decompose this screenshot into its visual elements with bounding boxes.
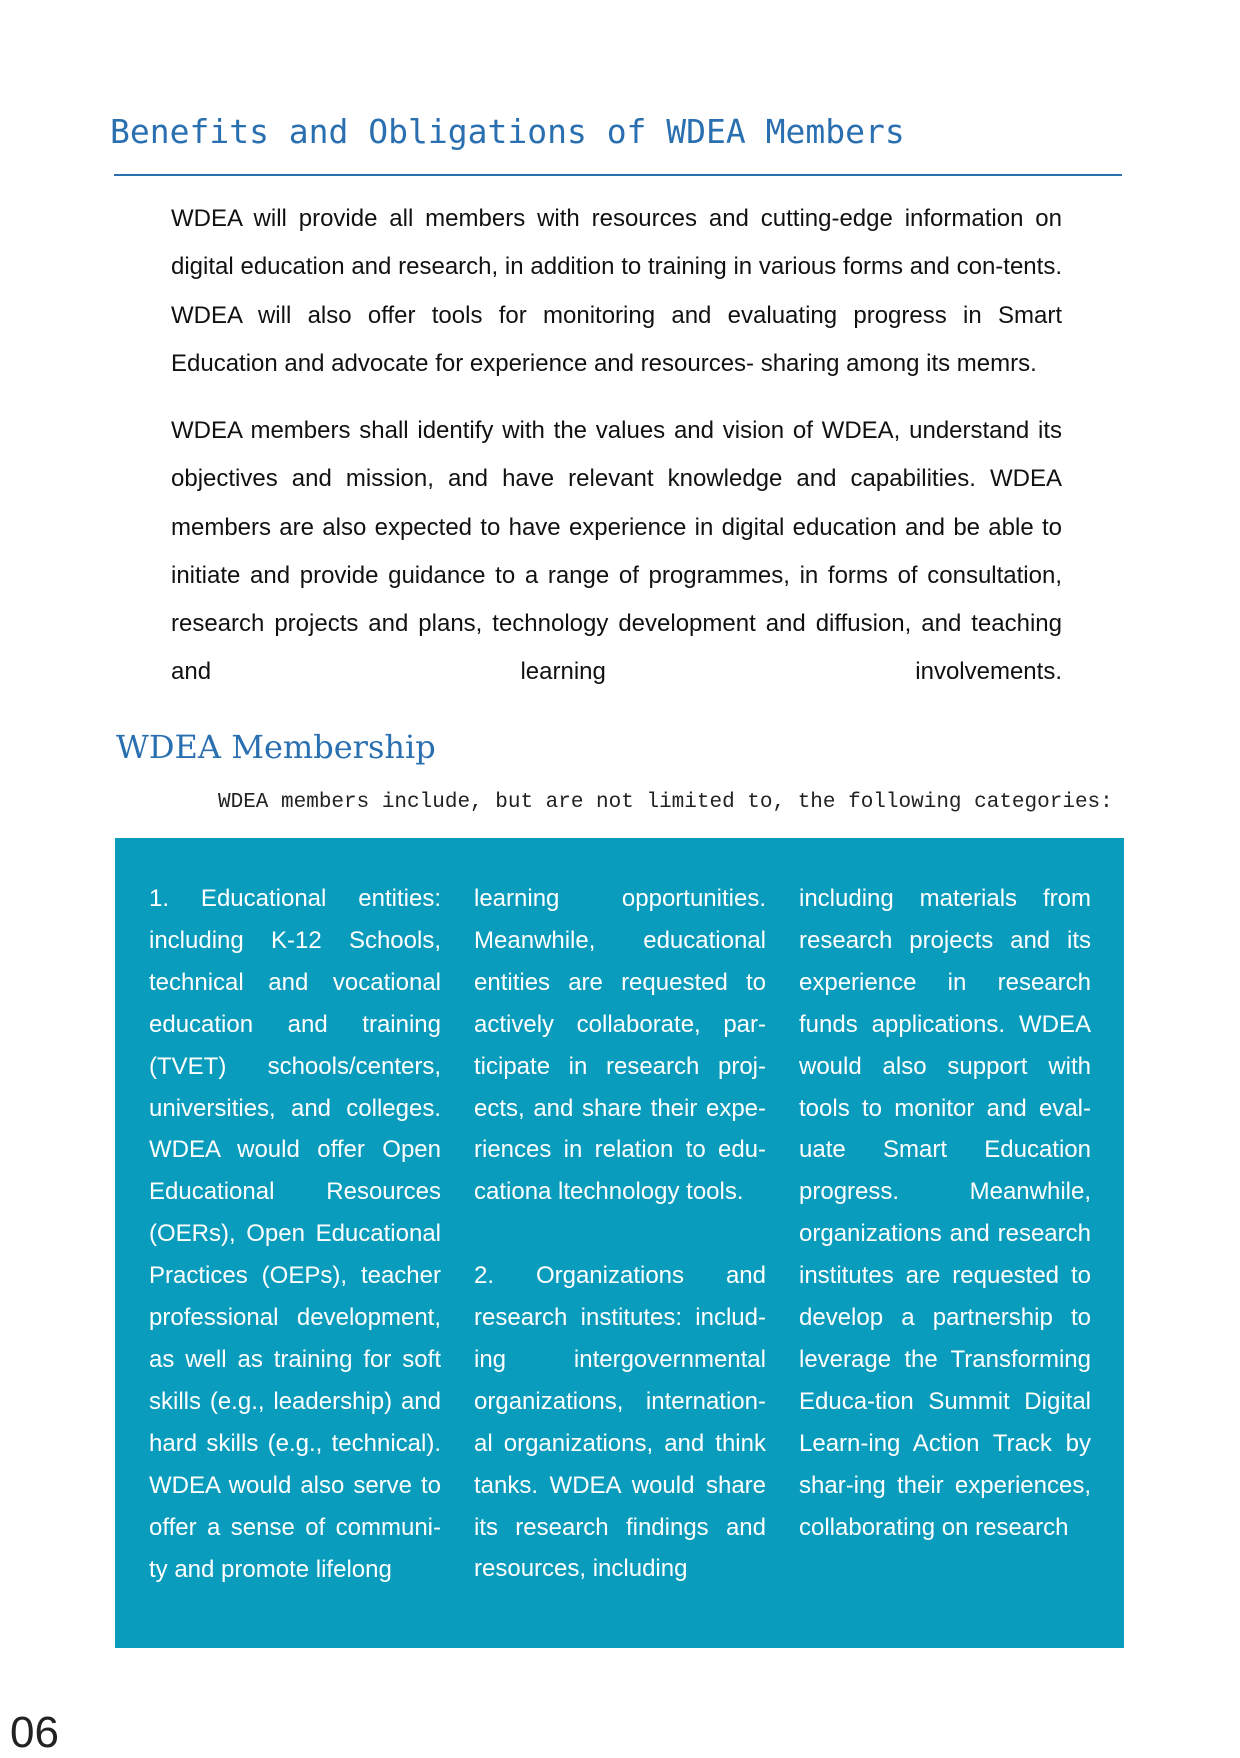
obligations-paragraph-2: WDEA members shall identify with the values and vision of WDEA, understand its objectives and mission, and have relevant knowledge and capabilities. WDEA members are also expected to have experience in digital education and be able to initiate and provide guidance to a range of programmes, in forms of consultation, research projects and plans, technology development and diffusion, and teaching and learning involvements. bbox=[171, 417, 1062, 686]
benefits-paragraph-1: WDEA will provide all members with resources and cutting-edge information on digital education and research, in addition to training in various forms and con-tents. WDEA will also offer tools for monitoring and evaluating progress in Smart Education and advocate for experience and resources- sharing among its memrs. bbox=[171, 205, 1062, 377]
membership-intro: WDEA members include, but are not limited to, the following categories: bbox=[218, 791, 1113, 814]
section-title-benefits: Benefits and Obligations of WDEA Members bbox=[110, 112, 905, 151]
page-number: 06 bbox=[10, 1708, 59, 1757]
category-column-3 bbox=[799, 878, 1091, 1549]
section-title-membership: WDEA Membership bbox=[116, 728, 436, 766]
category-text-organizations: 2. Organizations and research institutes: includ-ing intergovernmental organizations, internation-al organizations, and think tanks. WDEA would share its research findings and resources, including bbox=[474, 1262, 766, 1583]
paragraph-gap bbox=[474, 1213, 766, 1255]
category-column-2 bbox=[474, 878, 766, 1590]
membership-categories-box bbox=[115, 838, 1124, 1648]
category-text-educational-entities: 1. Educational entities: including K-12 Schools, technical and vocational education and training (TVET) schools/centers, universities, and colleges. WDEA would offer Open Educational Resources (OERs), Open Educational Practices (OEPs), teacher professional development, as well as training for soft skills (e.g., leadership) and hard skills (e.g., technical). WDEA would also serve to offer a sense of communi-ty and promote lifelong bbox=[149, 885, 441, 1583]
category-text-organizations-continued: including materials from research projects and its experience in research funds applications. WDEA would also support with tools to monitor and eval-uate Smart Education progress. Meanwhile, organizations and research institutes are requested to develop a partnership to leverage the Transforming Educa-tion Summit Digital Learn-ing Action Track by shar-ing their experiences, collaborating on research bbox=[799, 885, 1091, 1541]
category-column-1 bbox=[149, 878, 441, 1590]
category-text-educational-entities-continued: learning opportunities. Meanwhile, educational entities are requested to actively collaborate, par-ticipate in research proj-ects, and share their expe-riences in relation to edu-cationa ltechnology tools. bbox=[474, 885, 766, 1206]
title-divider bbox=[114, 174, 1122, 176]
